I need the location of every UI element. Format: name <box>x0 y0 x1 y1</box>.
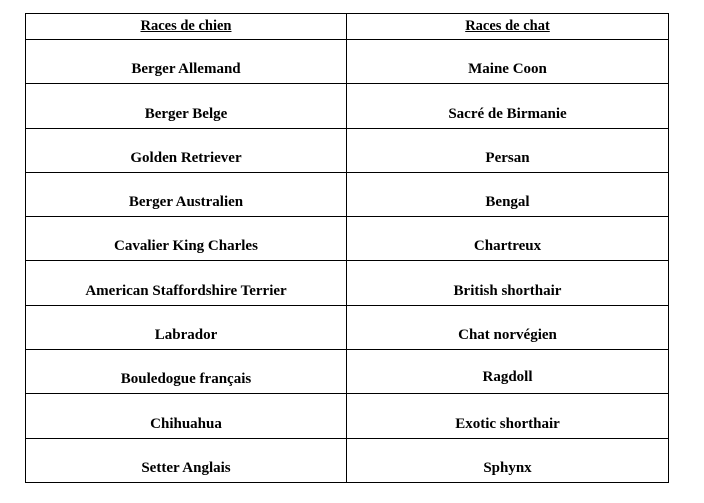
dog-breed-cell: Bouledogue français <box>26 350 347 394</box>
table-row <box>26 217 669 261</box>
dog-breed-cell: Cavalier King Charles <box>26 217 347 261</box>
header-dog-breeds: Races de chien <box>26 14 347 40</box>
cat-breed-cell: Chat norvégien <box>347 305 669 349</box>
cat-breed-cell: British shorthair <box>347 261 669 305</box>
breeds-table <box>25 13 669 483</box>
table-row <box>26 128 669 172</box>
dog-breed-cell: Labrador <box>26 305 347 349</box>
table-row <box>26 40 669 84</box>
cat-breed-cell: Chartreux <box>347 217 669 261</box>
cat-breed-cell: Bengal <box>347 172 669 216</box>
dog-breed-cell: Chihuahua <box>26 394 347 438</box>
cat-breed-cell: Exotic shorthair <box>347 394 669 438</box>
cat-breed-cell: Persan <box>347 128 669 172</box>
table-row <box>26 261 669 305</box>
table-row <box>26 84 669 128</box>
dog-breed-cell: Setter Anglais <box>26 438 347 482</box>
cat-breed-cell: Ragdoll <box>347 350 669 394</box>
cat-breed-cell: Sacré de Birmanie <box>347 84 669 128</box>
header-cat-breeds: Races de chat <box>347 14 669 40</box>
cat-breed-cell: Maine Coon <box>347 40 669 84</box>
dog-breed-cell: Berger Allemand <box>26 40 347 84</box>
table-row <box>26 172 669 216</box>
table-row <box>26 394 669 438</box>
table-header-row <box>26 14 669 40</box>
cat-breed-cell: Sphynx <box>347 438 669 482</box>
dog-breed-cell: Berger Belge <box>26 84 347 128</box>
dog-breed-cell: American Staffordshire Terrier <box>26 261 347 305</box>
table-row <box>26 305 669 349</box>
dog-breed-cell: Berger Australien <box>26 172 347 216</box>
table-row <box>26 438 669 482</box>
dog-breed-cell: Golden Retriever <box>26 128 347 172</box>
table-row <box>26 350 669 394</box>
